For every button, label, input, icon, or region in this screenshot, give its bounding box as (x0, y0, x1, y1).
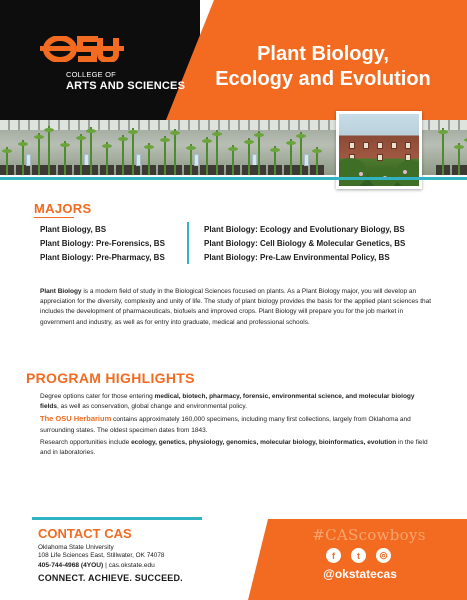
major-item: Plant Biology: Pre-Law Environmental Policy, BS (204, 253, 390, 262)
facebook-icon[interactable]: f (326, 548, 341, 563)
page-title-line1: Plant Biology, (257, 43, 389, 65)
plant-leaf (60, 143, 70, 147)
social-icons (326, 548, 391, 563)
footer-accent-line (32, 517, 202, 520)
building-window (391, 142, 397, 149)
tree-shape (395, 160, 422, 188)
program-highlights-body (40, 392, 435, 460)
plant-leaf (202, 139, 212, 143)
contact-phone-line (38, 562, 155, 569)
plant-leaf (86, 129, 96, 133)
plant-stem (174, 129, 176, 175)
plant-leaf (18, 142, 28, 146)
plant-leaf (34, 135, 44, 139)
plant-leaf (296, 134, 306, 138)
plant-stem (80, 134, 82, 175)
majors-divider (187, 222, 189, 264)
contact-heading: CONTACT CAS (38, 526, 132, 541)
instagram-icon[interactable]: ◎ (376, 548, 391, 563)
intro-lead: Plant Biology (40, 288, 82, 295)
tagline: CONNECT. ACHIEVE. SUCCEED. (38, 573, 183, 583)
plant-label-tag (194, 154, 199, 166)
plant-stem (132, 128, 134, 175)
flower-shape (359, 172, 363, 176)
major-item: Plant Biology, BS (40, 225, 107, 234)
contact-address-line2: 108 Life Sciences East, Stillwater, OK 74078 (38, 552, 165, 559)
plant-pot (462, 165, 467, 175)
highlight-bold-text: medical, biotech, pharmacy, forensic, environmental science, and molecular biology fields (40, 393, 415, 411)
building-window (377, 142, 383, 149)
intro-text: is a modern field of study in the Biological Sciences focused on plants. As a Plant Biology major, you will develop an appreciation for the diversity, complexity and unity of life. The study of plant biology provides the basis for the applied plant sciences that includes the development of pharmaceuticals, biofuels and improved crops. Plant Biology will prepare you for the job market in government and industry, as well as for entry into graduate, medical and professional schools. (40, 288, 432, 326)
plant-leaf (144, 145, 154, 149)
college-label-line1: COLLEGE OF (66, 70, 116, 79)
major-item: Plant Biology: Pre-Pharmacy, BS (40, 253, 165, 262)
plant-leaf (76, 136, 86, 140)
herbarium-link[interactable]: The OSU Herbarium (40, 414, 112, 424)
contact-address-line1: Oklahoma State University (38, 544, 114, 551)
major-item: Plant Biology: Cell Biology & Molecular Genetics, BS (204, 239, 406, 248)
plant-leaf (212, 132, 222, 136)
highlight-text: in the field and in laboratories. (40, 438, 428, 457)
plant-stem (38, 133, 40, 175)
plant-stem (258, 131, 260, 175)
plant-leaf (160, 138, 170, 142)
plant-stem (122, 135, 124, 175)
highlight-text: , as well as conservation, global change and environmental policy. (56, 403, 247, 411)
building-window (405, 142, 411, 149)
building-window (363, 142, 369, 149)
page-title-line2: Ecology and Evolution (215, 68, 431, 90)
plant-leaf (438, 130, 448, 134)
plant-leaf (186, 146, 196, 150)
highlight-paragraph (40, 414, 435, 435)
plant-label-tag (26, 154, 31, 166)
highlight-paragraph (40, 438, 435, 458)
plant-leaf (254, 133, 264, 137)
majors-heading: MAJORS (34, 201, 92, 216)
plant-leaf (286, 141, 296, 145)
majors-list-right (204, 223, 405, 265)
hashtag: #CAScowboys (312, 526, 426, 544)
page-title (190, 42, 456, 92)
building-window (377, 154, 383, 161)
intro-paragraph (40, 287, 432, 328)
plant-leaf (170, 131, 180, 135)
highlight-text: Degree options cater for those entering (40, 393, 155, 400)
plant-leaf (312, 149, 322, 153)
building-window (349, 142, 355, 149)
majors-list-left (40, 223, 165, 265)
highlight-paragraph (40, 392, 435, 412)
plant-leaf (454, 145, 464, 149)
plant-label-tag (136, 154, 141, 166)
contact-separator: | (103, 562, 109, 569)
header-banner (0, 0, 467, 120)
program-highlights-heading: PROGRAM HIGHLIGHTS (26, 370, 195, 386)
majors-heading-rule (34, 217, 74, 218)
highlight-bold-text: ecology, genetics, physiology, genomics, molecular biology, bioinformatics, evolution (131, 438, 397, 446)
contact-website-link[interactable]: cas.okstate.edu (108, 562, 155, 569)
plant-label-tag (304, 154, 309, 166)
plant-stem (48, 126, 50, 175)
social-handle[interactable]: @okstatecas (323, 567, 397, 581)
plant-stem (90, 127, 92, 175)
college-label-line2: ARTS AND SCIENCES (66, 80, 186, 92)
plant-stem (216, 130, 218, 175)
flower-shape (403, 170, 407, 174)
plant-leaf (2, 149, 12, 153)
twitter-icon[interactable]: t (351, 548, 366, 563)
plant-stem (300, 132, 302, 175)
plant-leaf (270, 148, 280, 152)
plant-stem (442, 128, 444, 175)
major-item: Plant Biology: Pre-Forensics, BS (40, 239, 165, 248)
osu-logo-icon[interactable] (40, 36, 124, 62)
highlight-text: contains approximately 160,000 specimens, including many first collections, largely from Oklahoma and surrounding states. The oldest specimen dates from 1843. (40, 416, 411, 434)
accent-divider (0, 177, 467, 180)
plant-leaf (44, 128, 54, 132)
plant-leaf (118, 137, 128, 141)
highlight-text: Research opportunities include (40, 438, 132, 446)
plant-leaf (244, 140, 254, 144)
contact-phone[interactable]: 405-744-4968 (4YOU) (38, 562, 104, 569)
major-item: Plant Biology: Ecology and Evolutionary Biology, BS (204, 225, 405, 234)
plant-leaf (102, 144, 112, 148)
plant-leaf (228, 147, 238, 151)
plant-leaf (128, 130, 138, 134)
